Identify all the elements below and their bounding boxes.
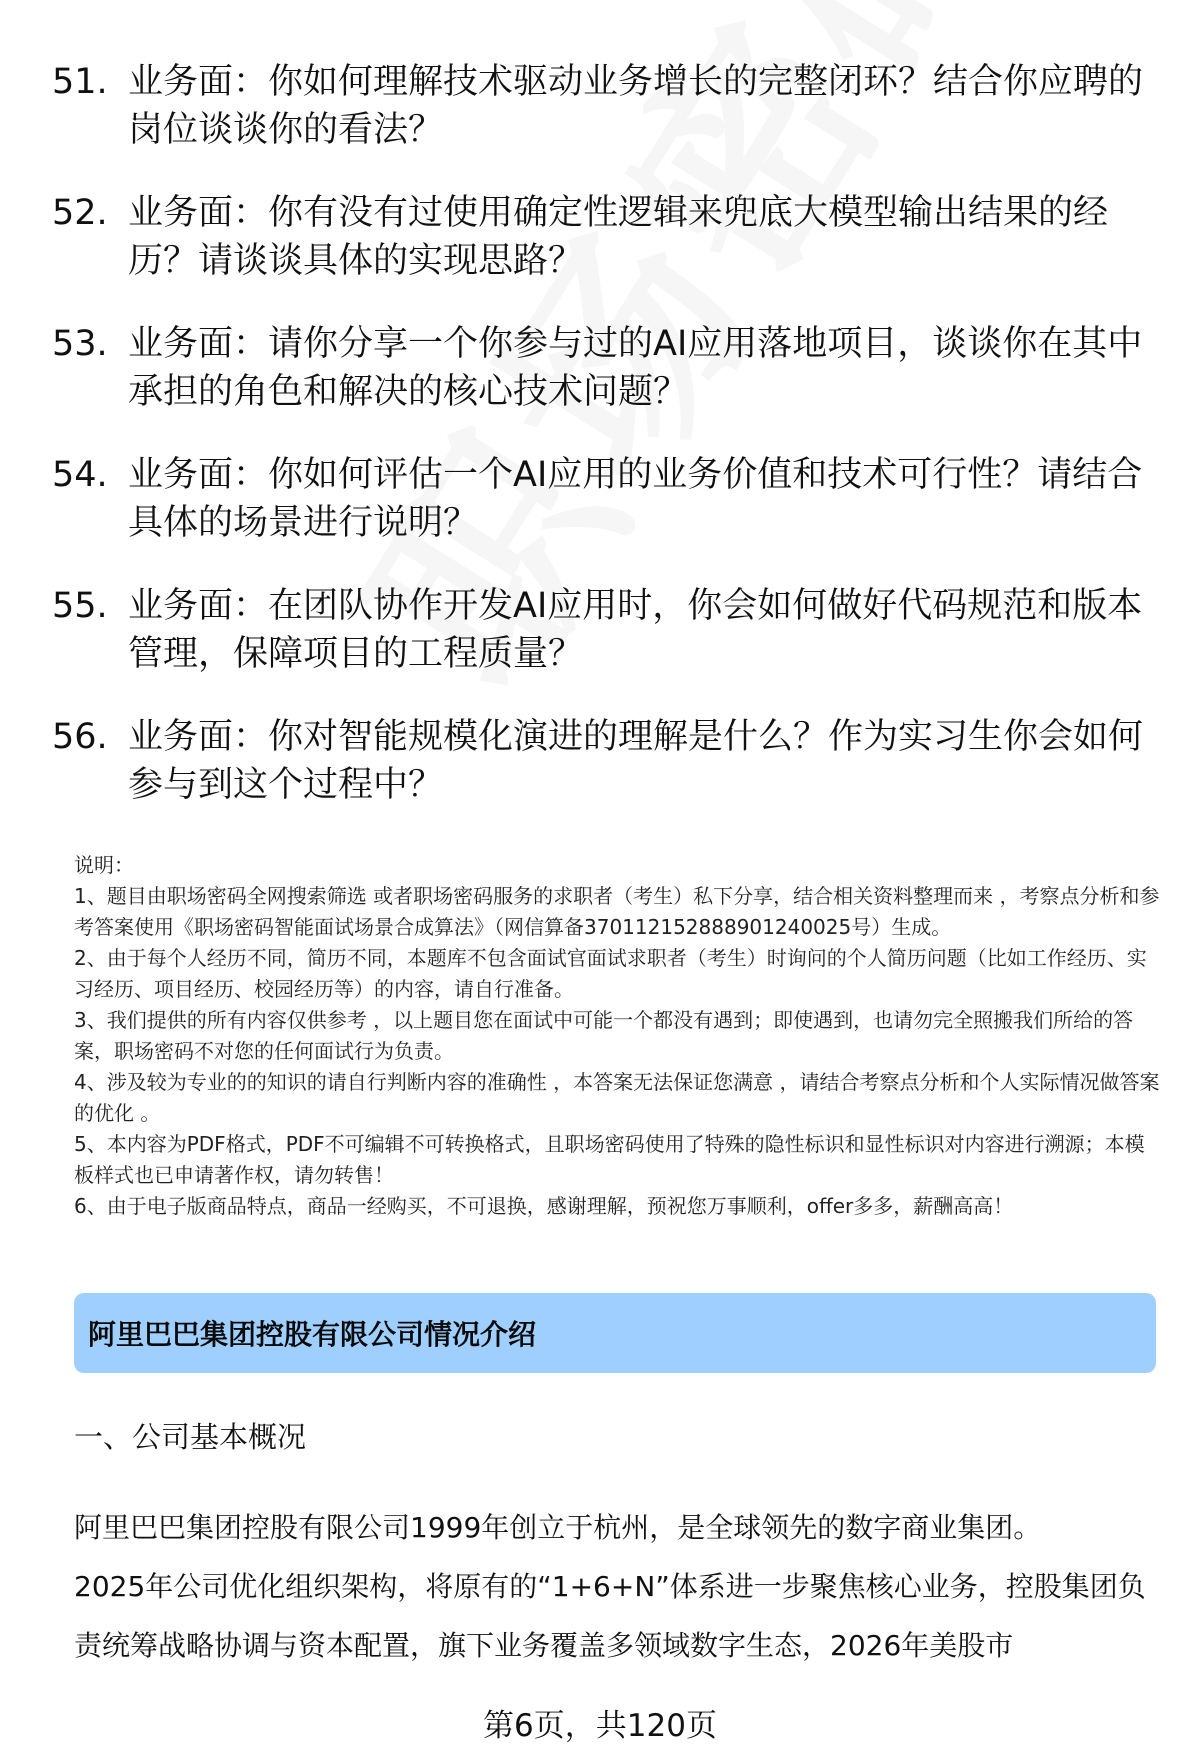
section-title: 一、公司基本概况 bbox=[74, 1420, 307, 1454]
question-number: 52. bbox=[52, 193, 108, 233]
notes-section bbox=[74, 850, 1164, 1222]
question-item bbox=[52, 582, 1152, 678]
question-number: 55. bbox=[52, 586, 108, 626]
question-text: 业务面：请你分享一个你参与过的AI应用落地项目，谈谈你在其中承担的角色和解决的核心技术问题？ bbox=[128, 324, 1143, 412]
paragraph: 2025年公司优化组织架构，将原有的“1+6+N”体系进一步聚焦核心业务，控股集团负责统筹战略协调与资本配置，旗下业务覆盖多领域数字生态，2026年美股市 bbox=[74, 1570, 1146, 1662]
question-number: 54. bbox=[52, 455, 108, 495]
notes-heading: 说明： bbox=[74, 853, 134, 877]
question-item bbox=[52, 320, 1152, 416]
question-item bbox=[52, 189, 1152, 285]
company-banner bbox=[74, 1293, 1156, 1373]
note-item: 3、我们提供的所有内容仅供参考 ，以上题目您在面试中可能一个都没有遇到；即使遇到，也请勿完全照搬我们所给的答案，职场密码不对您的任何面试行为负责。 bbox=[74, 1008, 1134, 1063]
note-item: 4、涉及较为专业的的知识的请自行判断内容的准确性 ，本答案无法保证您满意 ，请结合考察点分析和个人实际情况做答案的优化 。 bbox=[74, 1070, 1160, 1125]
company-banner-title: 阿里巴巴集团控股有限公司情况介绍 bbox=[88, 1318, 537, 1351]
note-item: 1、题目由职场密码全网搜索筛选 或者职场密码服务的求职者（考生）私下分享，结合相关资料整理而来 ，考察点分析和参考答案使用《职场密码智能面试场景合成算法》（网信算备370112152888901240025号）生成。 bbox=[74, 884, 1160, 939]
note-item: 2、由于每个人经历不同，简历不同，本题库不包含面试官面试求职者（考生）时询问的个人简历问题（比如工作经历、实习经历、项目经历、校园经历等）的内容，请自行准备。 bbox=[74, 946, 1147, 1001]
question-item bbox=[52, 58, 1152, 154]
question-text: 业务面：你如何理解技术驱动业务增长的完整闭环？结合你应聘的岗位谈谈你的看法？ bbox=[128, 62, 1144, 150]
question-item bbox=[52, 713, 1152, 809]
question-number: 51. bbox=[52, 62, 108, 102]
company-overview-text bbox=[74, 1498, 1164, 1675]
note-item: 6、由于电子版商品特点，商品一经购买，不可退换，感谢理解，预祝您万事顺利，offer多多，薪酬高高！ bbox=[74, 1194, 1014, 1218]
note-item: 5、本内容为PDF格式，PDF不可编辑不可转换格式，且职场密码使用了特殊的隐性标识和显性标识对内容进行溯源；本模板样式也已申请著作权，请勿转售！ bbox=[74, 1132, 1145, 1187]
question-text: 业务面：在团队协作开发AI应用时，你会如何做好代码规范和版本管理，保障项目的工程质量？ bbox=[128, 586, 1143, 674]
question-text: 业务面：你对智能规模化演进的理解是什么？作为实习生你会如何参与到这个过程中？ bbox=[128, 717, 1144, 805]
paragraph: 阿里巴巴集团控股有限公司1999年创立于杭州，是全球领先的数字商业集团。 bbox=[74, 1511, 1042, 1544]
question-text: 业务面：你如何评估一个AI应用的业务价值和技术可行性？请结合具体的场景进行说明？ bbox=[128, 455, 1143, 543]
question-text: 业务面：你有没有过使用确定性逻辑来兜底大模型输出结果的经历？请谈谈具体的实现思路？ bbox=[128, 193, 1109, 281]
question-number: 56. bbox=[52, 717, 108, 757]
question-number: 53. bbox=[52, 324, 108, 364]
question-item bbox=[52, 451, 1152, 547]
page-number: 第6页，共120页 bbox=[483, 1708, 717, 1744]
question-list bbox=[52, 58, 1152, 844]
